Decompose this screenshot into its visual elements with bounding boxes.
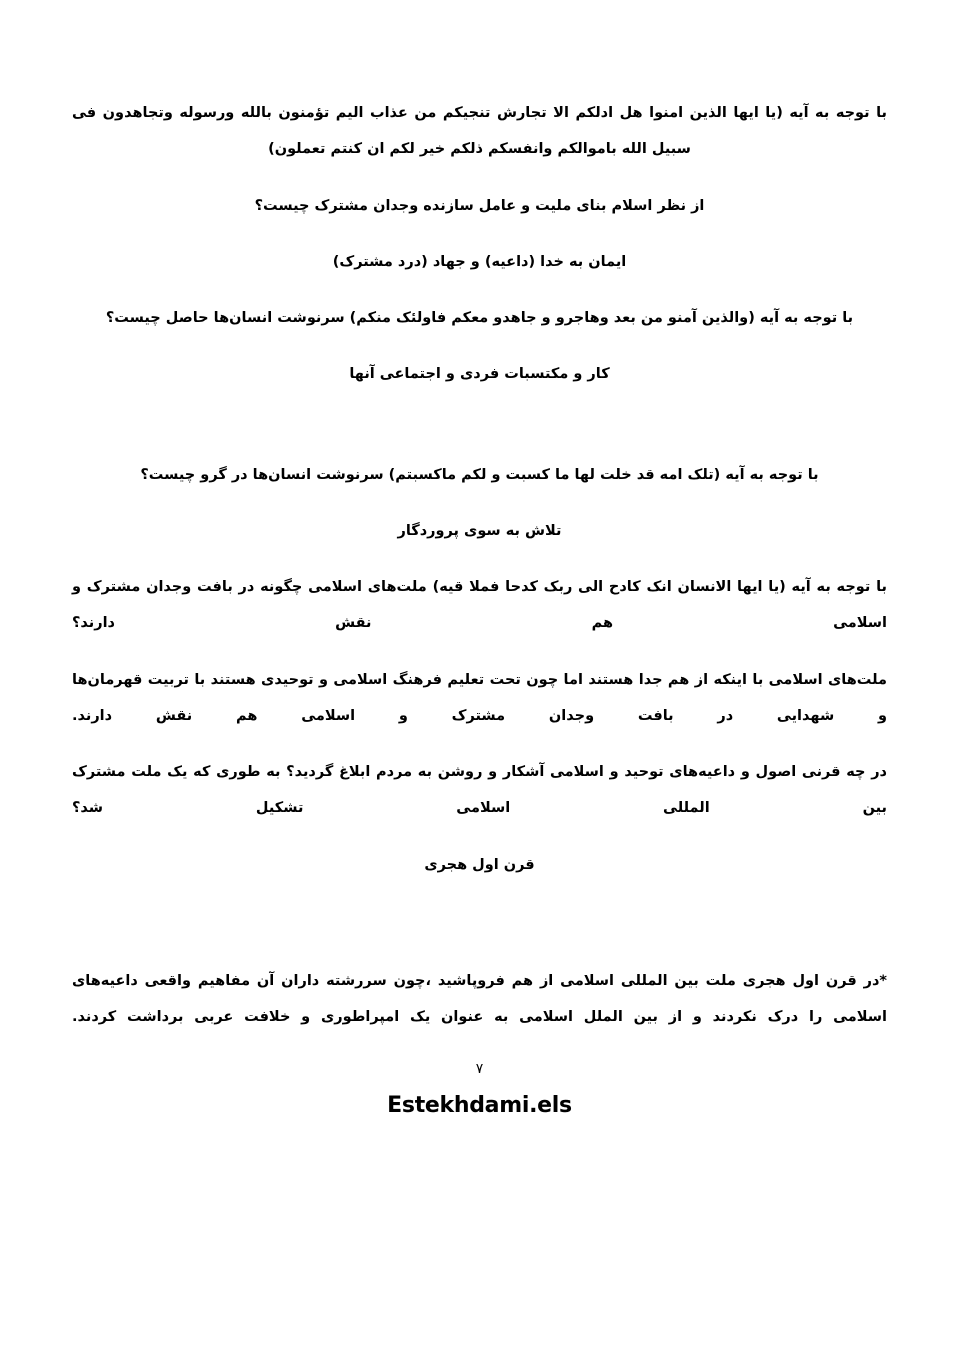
footer-brand: Estekhdami.els xyxy=(387,1093,572,1119)
paragraph-answer-1: ایمان به خدا (داعیه) و جهاد (درد مشترک) xyxy=(332,253,627,270)
paragraph-quran-verse-1: با توجه به آیه (یا ایها الذین امنوا هل ادلکم الا تجارش تنجیکم من عذاب الیم تؤمنون بالله ورسوله وتجاهدون فی سبیل الله باموالکم وانفسکم ذلکم خیر لکم ان کنتم تعملون) xyxy=(72,105,887,158)
section-spacer-1 xyxy=(72,413,887,457)
paragraph-answer-3: تلاش به سوی پروردگار xyxy=(397,522,562,539)
paragraph-question-3: با توجه به آیه (تلک امه قد خلت لها ما کسبت و لکم ماکسبتم) سرنوشت انسان‌ها در گرو چیست؟ xyxy=(140,466,819,483)
paragraph-answer-5: قرن اول هجری xyxy=(424,856,535,873)
paragraph-question-2: با توجه به آیه (والذین آمنو من بعد وهاجرو و جاهدو معکم فاولئک منکم) سرنوشت انسان‌ها حاصل چیست؟ xyxy=(105,310,854,326)
paragraph-question-5: در چه قرنی اصول و داعیه‌های توحید و اسلامی آشکار و روشن به مردم ابلاغ گردید؟ به طوری که یک ملت مشترک بین المللی اسلامی تشکیل شد؟ xyxy=(72,764,887,817)
page-number: ۷ xyxy=(475,1061,484,1078)
section-spacer-2 xyxy=(72,903,887,963)
paragraph-question-4: با توجه به آیه (یا ایها الانسان انک کادح الی ربک کدحا فملا قیه) ملت‌های اسلامی چگونه در بافت وجدان مشترک و اسلامی هم نقش دارند؟ xyxy=(72,579,887,632)
paragraph-answer-4: ملت‌های اسلامی با اینکه از هم جدا هستند اما چون تحت تعلیم فرهنگ اسلامی و توحیدی هستند با تربیت قهرمان‌ها و شهدایی در بافت وجدان مشترک و اسلامی هم نقش دارند. xyxy=(72,671,887,724)
paragraph-note-1: *در قرن اول هجری ملت بین المللی اسلامی از هم فروپاشید ،چون سررشته داران آن مفاهیم واقعی داعیه‌های اسلامی را درک نکردند و از بین الملل اسلامی به عنوان یک امپراطوری و خلافت عربی برداشت کردند. xyxy=(72,972,887,1025)
paragraph-answer-2: کار و مکتسبات فردی و اجتماعی آنها xyxy=(349,366,610,383)
paragraph-question-1: از نظر اسلام بنای ملیت و عامل سازنده وجدان مشترک چیست؟ xyxy=(254,197,705,214)
